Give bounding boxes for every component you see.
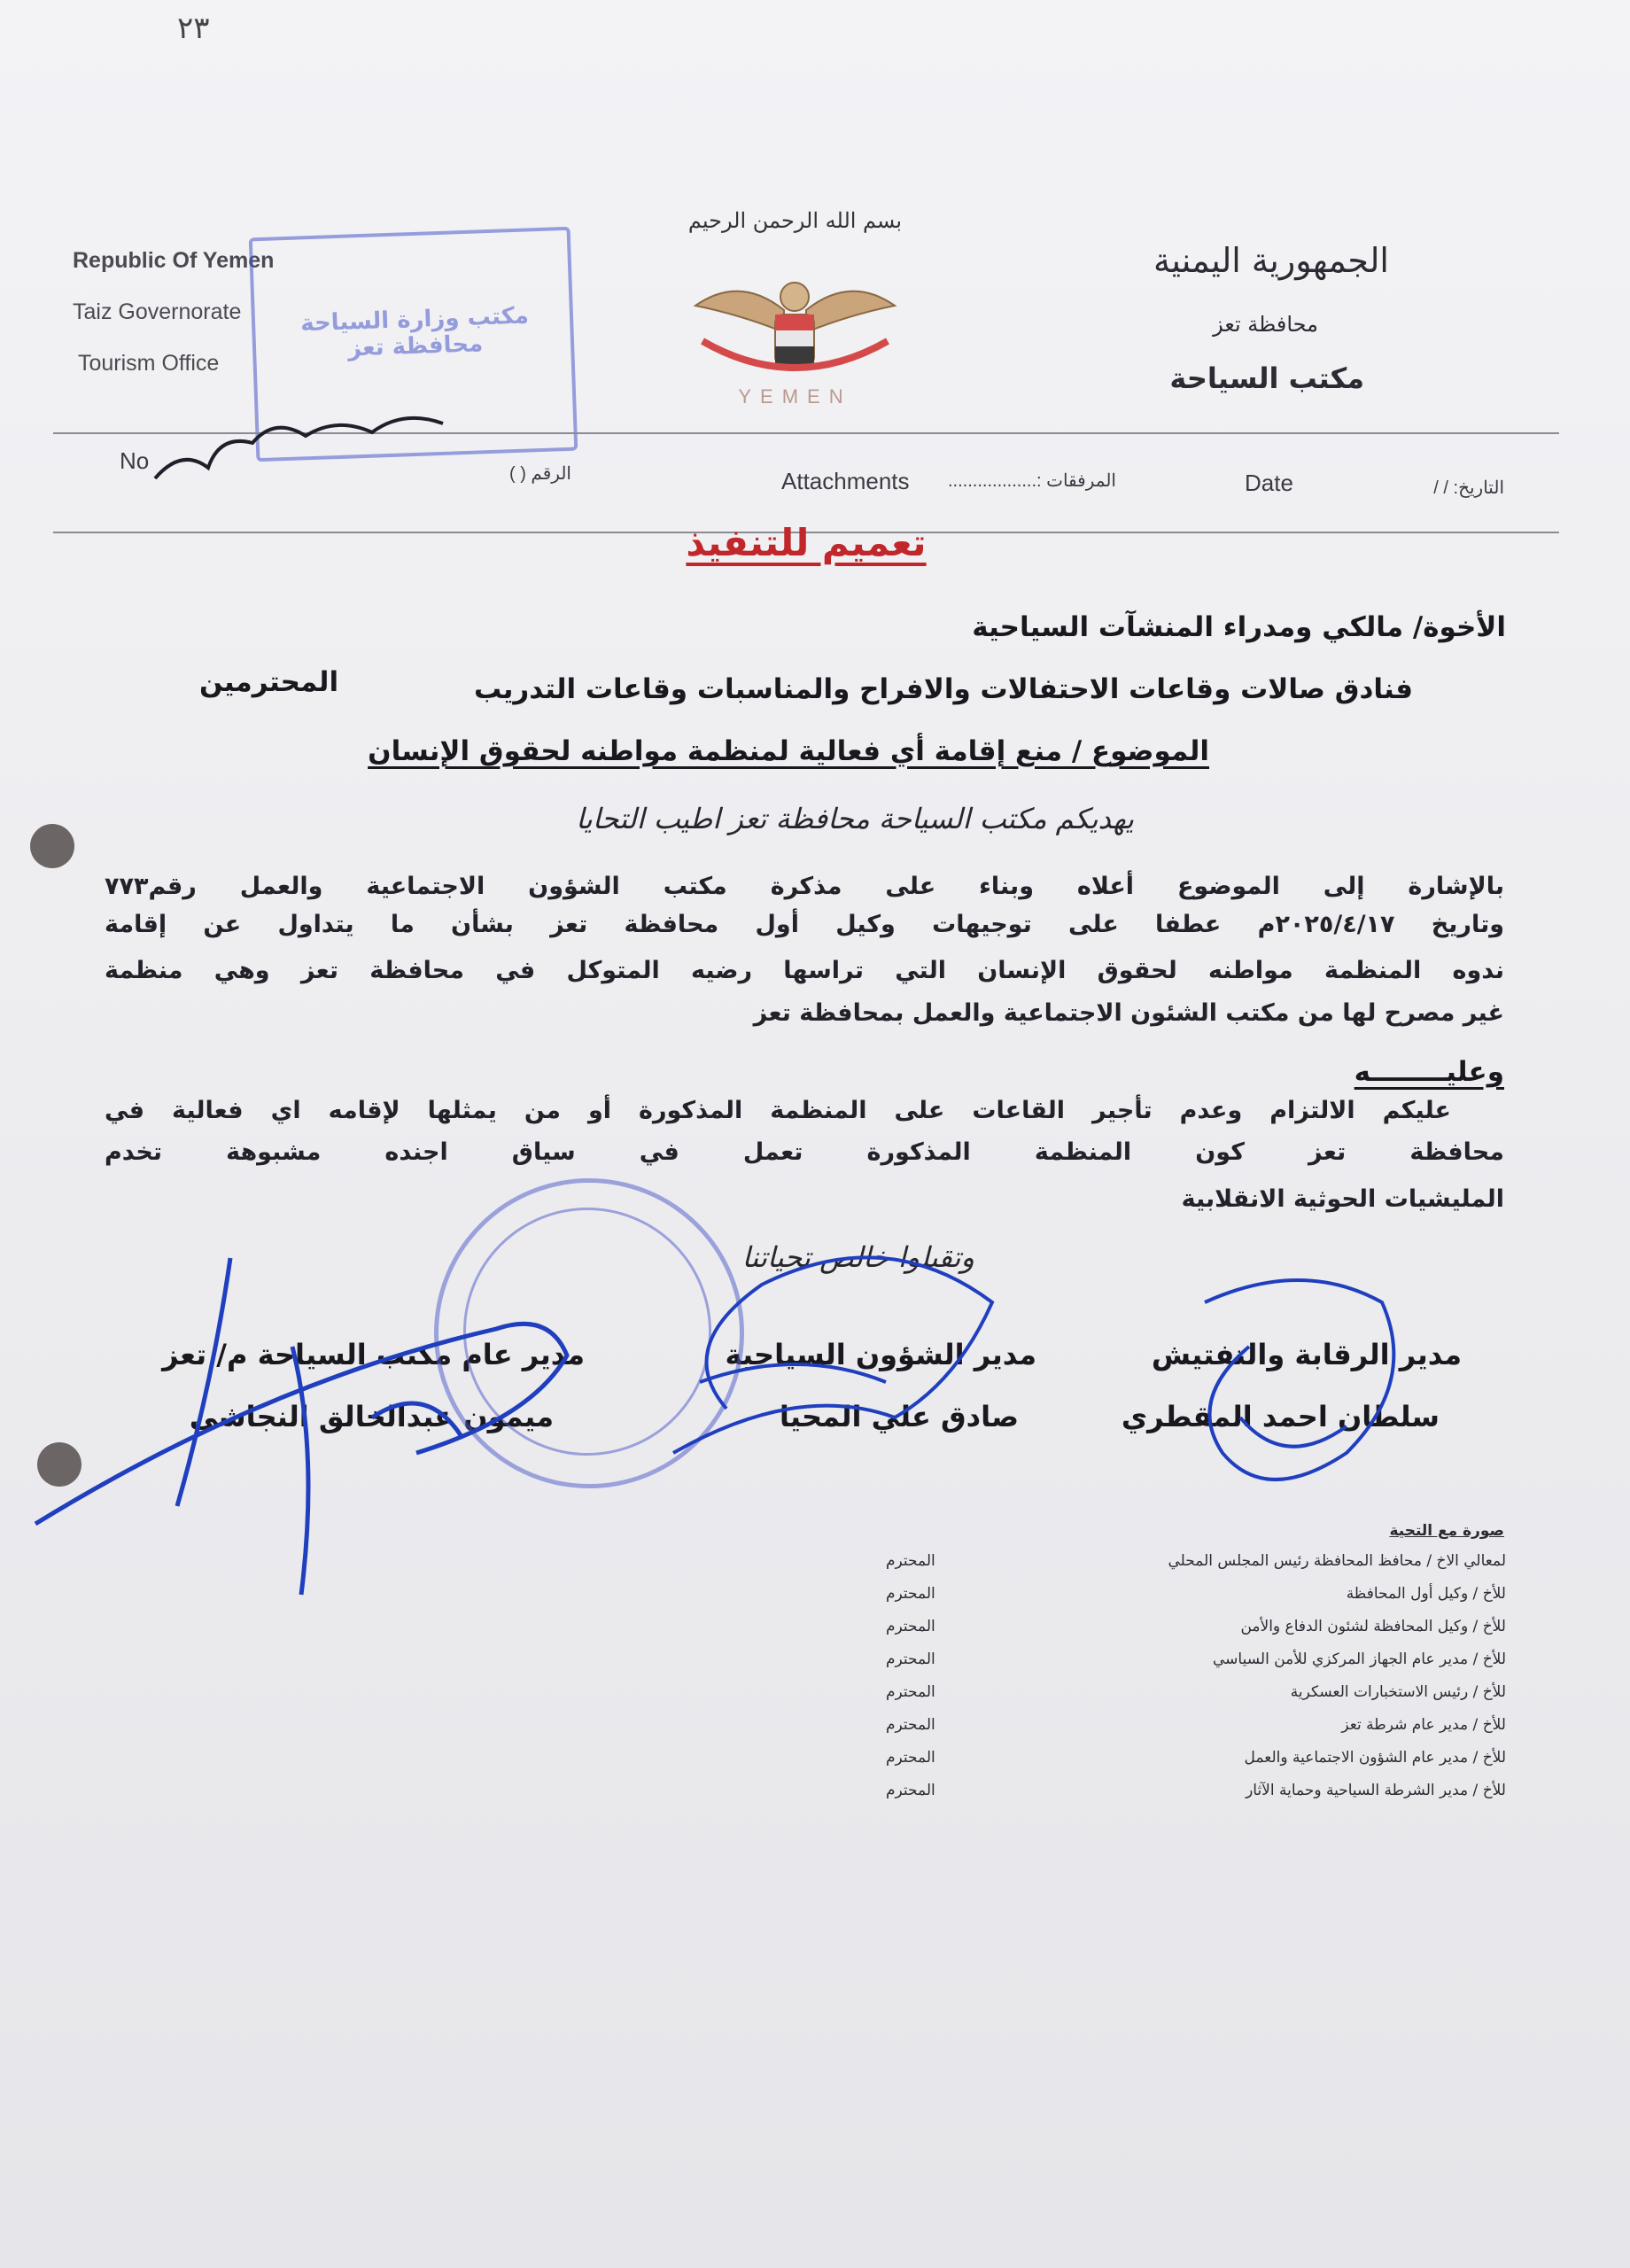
subject-line: الموضوع / منع إقامة أي فعالية لمنظمة مواطنه لحقوق الإنسان	[368, 735, 1209, 767]
header-en-republic: Republic Of Yemen	[73, 248, 275, 273]
cc-honorific: المحترم	[886, 1683, 935, 1701]
signatory-2-title: مدير الشؤون السياحية	[725, 1338, 1036, 1371]
cc-recipient: للأخ / رئيس الاستخبارات العسكرية	[1290, 1683, 1506, 1701]
body-para2-line-1: عليكم الالتزام وعدم تأجير القاعات على المنظمة المذكورة أو من يمثلها لإقامه اي فعالية في	[105, 1097, 1451, 1124]
signature-right	[1205, 1280, 1393, 1480]
cc-heading: صورة مع التحية	[1389, 1522, 1504, 1540]
greeting-line: يهديكم مكتب السياحة محافظة تعز اطيب التحايا	[576, 802, 1134, 835]
closing-line: وتقبلوا خالص تحياتنا	[741, 1240, 974, 1274]
header-en-office: Tourism Office	[78, 351, 220, 376]
yemen-emblem	[678, 208, 912, 416]
cc-recipient: لمعالي الاخ / محافظ المحافظة رئيس المجلس المحلي	[1168, 1552, 1506, 1570]
cc-row	[886, 1782, 1506, 1806]
body-para2-line-2: محافظة تعز كون المنظمة المذكورة تعمل في سياق اجنده مشبوهة تخدم	[105, 1138, 1504, 1166]
cc-row	[886, 1651, 1506, 1675]
basmala-text: بسم الله الرحمن الرحيم	[687, 208, 903, 233]
header-rule-top	[53, 432, 1559, 434]
body-para1-line-1: بالإشارة إلى الموضوع أعلاه وبناء على مذكرة مكتب الشؤون الاجتماعية والعمل رقم٧٧٣	[105, 873, 1504, 900]
cc-honorific: المحترم	[886, 1618, 935, 1635]
cc-honorific: المحترم	[886, 1716, 935, 1734]
cc-recipient: للأخ / وكيل أول المحافظة	[1346, 1585, 1506, 1603]
date-label-ar: التاريخ: / /	[1433, 478, 1504, 498]
signatory-3-title: مدير عام مكتب السياحة م/ تعز	[162, 1338, 585, 1371]
cc-recipient: للأخ / مدير عام الجهاز المركزي للأمن السياسي	[1213, 1651, 1506, 1668]
cc-recipient: للأخ / مدير الشرطة السياحية وحماية الآثار	[1246, 1782, 1506, 1799]
cc-honorific: المحترم	[886, 1651, 935, 1668]
cc-row	[886, 1618, 1506, 1643]
addressee-line-2: فنادق صالات وقاعات الاحتفالات والافراح والمناسبات وقاعات التدريب	[473, 673, 1413, 705]
signatory-1-name: سلطان احمد المقطري	[1121, 1400, 1440, 1433]
cc-recipient: للأخ / مدير عام شرطة تعز	[1341, 1716, 1506, 1734]
signatory-1-title: مدير الرقابة والتفتيش	[1151, 1338, 1462, 1371]
cc-row	[886, 1716, 1506, 1741]
addressee-line-1: الأخوة/ مالكي ومدراء المنشآت السياحية	[972, 611, 1506, 643]
therefore-heading: وعليــــــــه	[1354, 1056, 1504, 1088]
cc-row	[886, 1749, 1506, 1774]
cc-honorific: المحترم	[886, 1552, 935, 1570]
date-label: Date	[1245, 470, 1293, 496]
attachments-label-ar: المرفقات :..................	[948, 471, 1116, 491]
number-label: No	[120, 447, 150, 474]
attachments-label: Attachments	[781, 468, 910, 494]
body-para1-line-3: ندوه المنظمة مواطنه لحقوق الإنسان التي تراسها رضيه المتوكل في محافظة تعز وهي منظمة	[105, 957, 1504, 984]
cc-row	[886, 1552, 1506, 1577]
signatory-2-name: صادق علي المحيا	[779, 1400, 1019, 1433]
header-en-governorate: Taiz Governorate	[73, 299, 242, 324]
cc-recipient: للأخ / مدير عام الشؤون الاجتماعية والعمل	[1244, 1749, 1506, 1767]
page-number: ٢٣	[177, 11, 210, 46]
punch-hole-top	[30, 824, 74, 868]
cc-honorific: المحترم	[886, 1749, 935, 1767]
header-ar-governorate: محافظة تعز	[1213, 312, 1318, 337]
signatory-3-name: ميمون عبدالخالق النجاشي	[189, 1400, 554, 1433]
header-stamp-text: مكتب وزارة السياحة محافظة تعز	[299, 302, 530, 362]
cc-honorific: المحترم	[886, 1782, 935, 1799]
body-para1-line-2: وتاريخ ٢٠٢٥/٤/١٧م عطفا على توجيهات وكيل أول محافظة تعز بشأن ما يتداول عن إقامة	[105, 911, 1504, 938]
document-title: تعميم للتنفيذ	[686, 521, 927, 564]
body-para1-line-4: غير مصرح لها من مكتب الشئون الاجتماعية والعمل بمحافظة تعز	[753, 999, 1504, 1027]
cc-row	[886, 1585, 1506, 1610]
addressee-honorific: المحترمين	[199, 666, 339, 698]
official-round-stamp	[434, 1178, 744, 1488]
punch-hole-bottom	[37, 1442, 82, 1487]
body-para2-line-3: المليشيات الحوثية الانقلابية	[1181, 1185, 1504, 1213]
cc-honorific: المحترم	[886, 1585, 935, 1603]
eagle-icon	[678, 261, 912, 394]
emblem-caption: YEMEN	[738, 385, 852, 408]
cc-recipient: للأخ / وكيل المحافظة لشئون الدفاع والأمن	[1240, 1618, 1506, 1635]
header-ar-office: مكتب السياحة	[1169, 361, 1364, 395]
header-ar-republic: الجمهورية اليمنية	[1153, 241, 1389, 280]
number-label-ar: الرقم ( )	[509, 464, 571, 484]
header-stamp	[249, 227, 578, 462]
cc-row	[886, 1683, 1506, 1708]
